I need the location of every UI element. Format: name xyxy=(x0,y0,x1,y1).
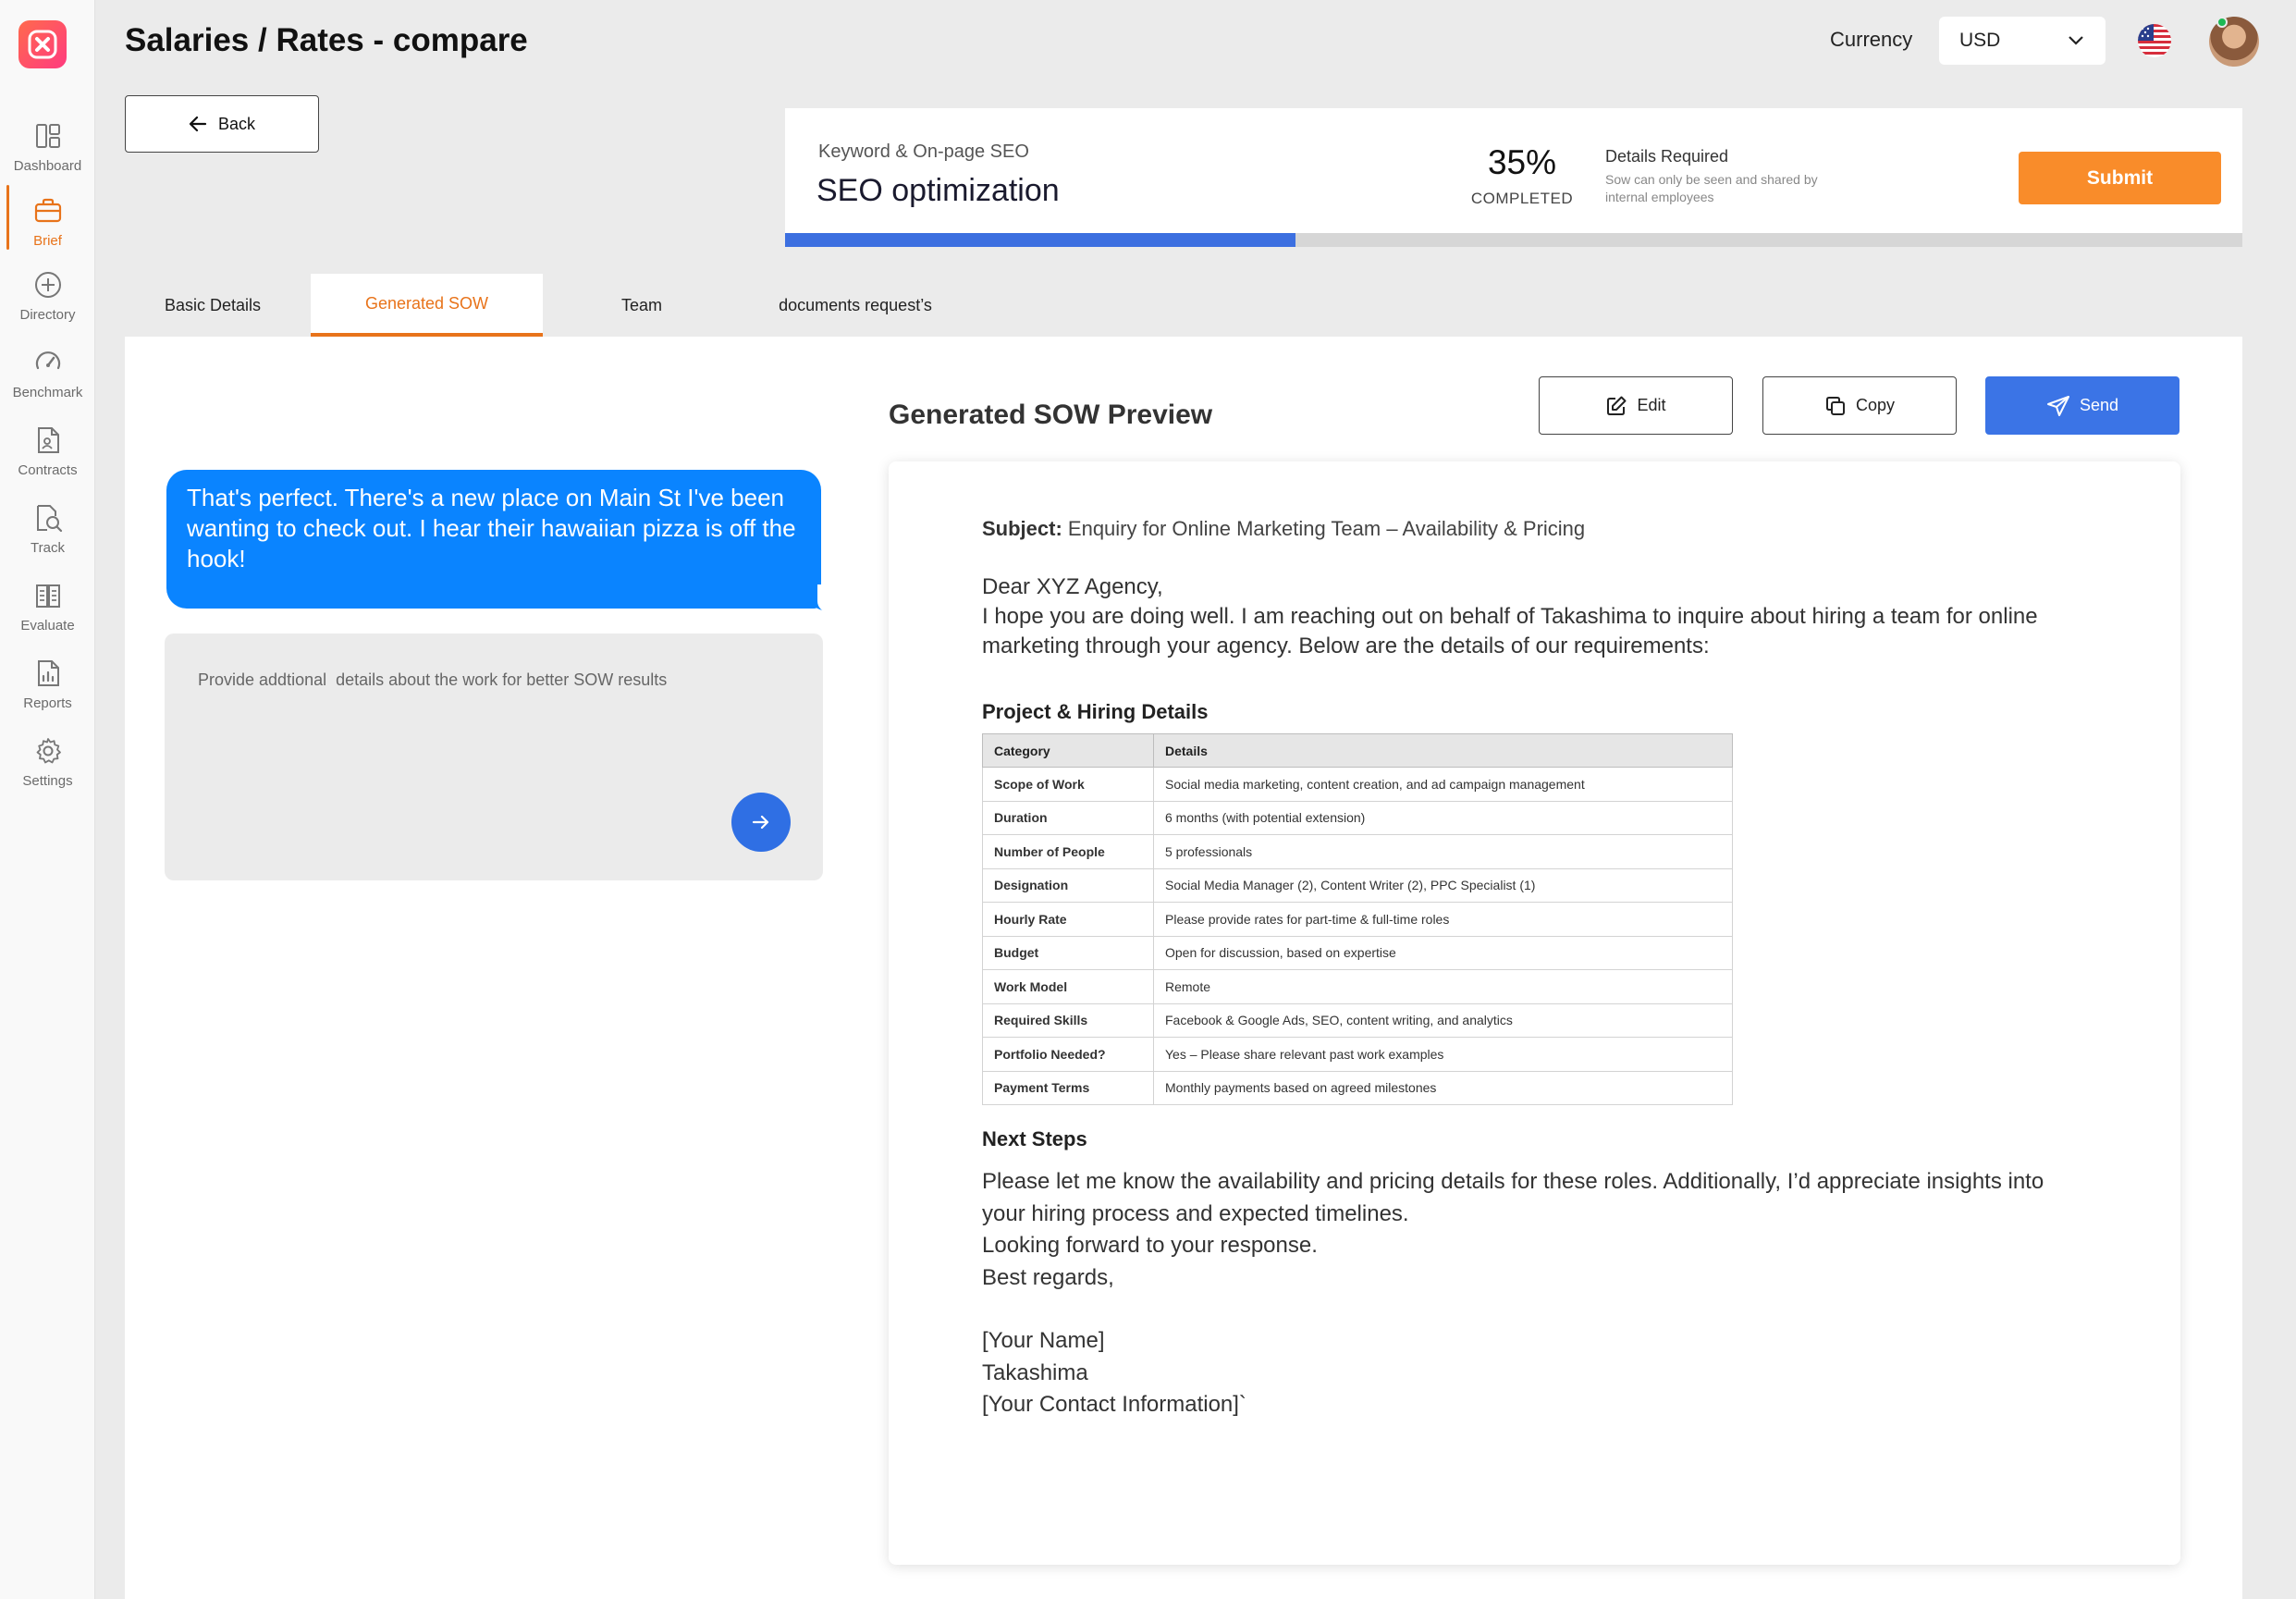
project-title: SEO optimization xyxy=(816,173,1060,208)
sidebar-item-label: Contracts xyxy=(18,462,78,478)
paper-plane-icon xyxy=(2046,395,2070,417)
table-row xyxy=(983,970,1733,1004)
table-header-cell: Details xyxy=(1154,734,1733,768)
sidebar xyxy=(0,0,95,1599)
project-details-title: Project & Hiring Details xyxy=(982,700,1209,723)
table-cell-details: Social media marketing, content creation, and ad campaign management xyxy=(1154,768,1733,802)
contract-icon xyxy=(30,422,67,459)
progress-completed-label: COMPLETED xyxy=(1470,190,1574,207)
project-details-table xyxy=(982,733,1733,1105)
submit-button[interactable]: Submit xyxy=(2019,152,2221,204)
edit-label: Edit xyxy=(1637,396,1666,414)
back-button[interactable] xyxy=(125,95,319,153)
next-steps-body xyxy=(982,1166,2092,1294)
progress-percent: 35% xyxy=(1487,143,1557,181)
currency-value: USD xyxy=(1959,30,2001,51)
online-status-dot xyxy=(2216,17,2228,28)
table-cell-category: Payment Terms xyxy=(983,1071,1154,1105)
table-cell-category: Number of People xyxy=(983,835,1154,869)
table-cell-details: Monthly payments based on agreed milestones xyxy=(1154,1071,1733,1105)
sow-document xyxy=(982,517,2092,1421)
subject-label: Subject: xyxy=(982,517,1062,540)
table-row xyxy=(983,801,1733,835)
gear-icon xyxy=(30,732,67,769)
table-header-cell: Category xyxy=(983,734,1154,768)
tab-documents-request[interactable]: documents request’s xyxy=(779,295,932,314)
progress-bar xyxy=(785,233,2242,247)
currency-select[interactable] xyxy=(1939,17,2106,65)
page-title: Salaries / Rates - compare xyxy=(125,22,528,58)
sidebar-item-track[interactable] xyxy=(0,499,95,573)
tab-team[interactable]: Team xyxy=(620,295,662,314)
sidebar-item-reports[interactable] xyxy=(0,655,95,729)
table-row xyxy=(983,936,1733,970)
table-cell-category: Portfolio Needed? xyxy=(983,1038,1154,1072)
project-category: Keyword & On-page SEO xyxy=(818,141,1029,162)
sidebar-item-label: Directory xyxy=(19,307,76,323)
track-icon xyxy=(30,499,67,536)
sidebar-item-evaluate[interactable] xyxy=(0,577,95,651)
edit-icon xyxy=(1605,395,1627,417)
sidebar-item-label: Reports xyxy=(23,695,72,711)
details-required-note: Sow can only be seen and shared by internal employees xyxy=(1605,172,1818,204)
signature-line: Takashima xyxy=(982,1359,1088,1385)
chat-send-button[interactable] xyxy=(731,793,791,852)
preview-heading: Generated SOW Preview xyxy=(889,400,1213,430)
table-row xyxy=(983,1003,1733,1038)
arrow-right-icon xyxy=(751,813,771,831)
dashboard-icon xyxy=(30,117,67,154)
next-steps-line: Please let me know the availability and pricing details for these roles. Additionally, I’d appreciate insights into your hiring process and expected timelines. xyxy=(982,1169,2044,1226)
sidebar-item-label: Dashboard xyxy=(13,158,82,174)
email-intro-text: I hope you are doing well. I am reaching out on behalf of Takashima to inquire about hiring a team for online marketing through your agency. Below are the details of our requirements: xyxy=(982,604,2038,658)
sidebar-item-label: Evaluate xyxy=(20,618,75,633)
sidebar-item-benchmark[interactable] xyxy=(0,344,95,418)
tab-basic-details[interactable]: Basic Details xyxy=(164,295,262,314)
table-cell-details: Yes – Please share relevant past work examples xyxy=(1154,1038,1733,1072)
briefcase-icon xyxy=(30,192,67,229)
table-cell-category: Duration xyxy=(983,801,1154,835)
table-row xyxy=(983,868,1733,903)
sidebar-item-directory[interactable] xyxy=(0,266,95,340)
sidebar-item-label: Benchmark xyxy=(12,385,83,400)
table-cell-category: Required Skills xyxy=(983,1003,1154,1038)
chat-bubble-tail-mask xyxy=(817,584,830,612)
tab-generated-sow[interactable]: Generated SOW xyxy=(311,274,543,337)
sow-details-input-box xyxy=(165,633,823,880)
copy-label: Copy xyxy=(1855,396,1896,414)
email-intro xyxy=(982,572,2092,661)
table-cell-details: Remote xyxy=(1154,970,1733,1004)
app-logo[interactable] xyxy=(18,20,67,68)
reports-icon xyxy=(30,655,67,692)
table-row xyxy=(983,1071,1733,1105)
chevron-down-icon xyxy=(2067,34,2085,47)
table-row xyxy=(983,1038,1733,1072)
copy-icon xyxy=(1824,395,1847,417)
table-cell-category: Work Model xyxy=(983,970,1154,1004)
table-cell-details: Please provide rates for part-time & full-time roles xyxy=(1154,903,1733,937)
currency-label: Currency xyxy=(1830,28,1913,51)
next-steps-line: Looking forward to your response. xyxy=(982,1233,1318,1258)
progress-card xyxy=(785,108,2242,247)
table-row xyxy=(983,768,1733,802)
sidebar-item-settings[interactable] xyxy=(0,732,95,806)
table-cell-details: Social Media Manager (2), Content Writer (2), PPC Specialist (1) xyxy=(1154,868,1733,903)
gauge-icon xyxy=(30,344,67,381)
sidebar-item-label: Brief xyxy=(33,233,62,249)
send-label: Send xyxy=(2079,396,2119,414)
table-cell-category: Scope of Work xyxy=(983,768,1154,802)
evaluate-icon xyxy=(30,577,67,614)
send-button[interactable] xyxy=(1985,376,2179,435)
table-cell-details: 5 professionals xyxy=(1154,835,1733,869)
sidebar-item-label: Settings xyxy=(22,773,73,789)
table-cell-details: 6 months (with potential extension) xyxy=(1154,801,1733,835)
signature-line: [Your Contact Information]` xyxy=(982,1392,1246,1417)
table-cell-category: Hourly Rate xyxy=(983,903,1154,937)
table-cell-details: Open for discussion, based on expertise xyxy=(1154,936,1733,970)
copy-button[interactable] xyxy=(1762,376,1957,435)
back-label: Back xyxy=(217,114,256,133)
sow-details-input[interactable] xyxy=(165,633,823,880)
table-row xyxy=(983,903,1733,937)
email-greeting: Dear XYZ Agency, xyxy=(982,574,1163,599)
chat-message-bubble: That's perfect. There's a new place on Main St I've been wanting to check out. I hear their hawaiian pizza is off the hook! xyxy=(166,470,821,609)
details-required-title: Details Required xyxy=(1605,147,1729,166)
table-row xyxy=(983,835,1733,869)
table-cell-category: Designation xyxy=(983,868,1154,903)
logo-icon xyxy=(27,29,58,60)
sow-document-card xyxy=(889,461,2180,1565)
sidebar-item-contracts[interactable] xyxy=(0,422,95,496)
plus-circle-icon xyxy=(30,266,67,303)
progress-bar-fill xyxy=(785,233,1295,247)
email-subject xyxy=(982,517,2092,541)
sidebar-item-label: Track xyxy=(31,540,65,556)
next-steps-title: Next Steps xyxy=(982,1127,1087,1150)
subject-text: Enquiry for Online Marketing Team – Availability & Pricing xyxy=(1062,517,1586,540)
edit-button[interactable] xyxy=(1539,376,1733,435)
sidebar-item-brief[interactable] xyxy=(0,192,95,266)
table-cell-category: Budget xyxy=(983,936,1154,970)
table-header-row xyxy=(983,734,1733,768)
next-steps-line: Best regards, xyxy=(982,1264,1114,1290)
arrow-left-icon xyxy=(189,116,207,132)
sidebar-item-dashboard[interactable] xyxy=(0,117,95,191)
us-flag-icon[interactable] xyxy=(2138,24,2171,57)
signature-line: [Your Name] xyxy=(982,1328,1105,1353)
signature-block xyxy=(982,1325,2092,1421)
table-cell-details: Facebook & Google Ads, SEO, content writing, and analytics xyxy=(1154,1003,1733,1038)
